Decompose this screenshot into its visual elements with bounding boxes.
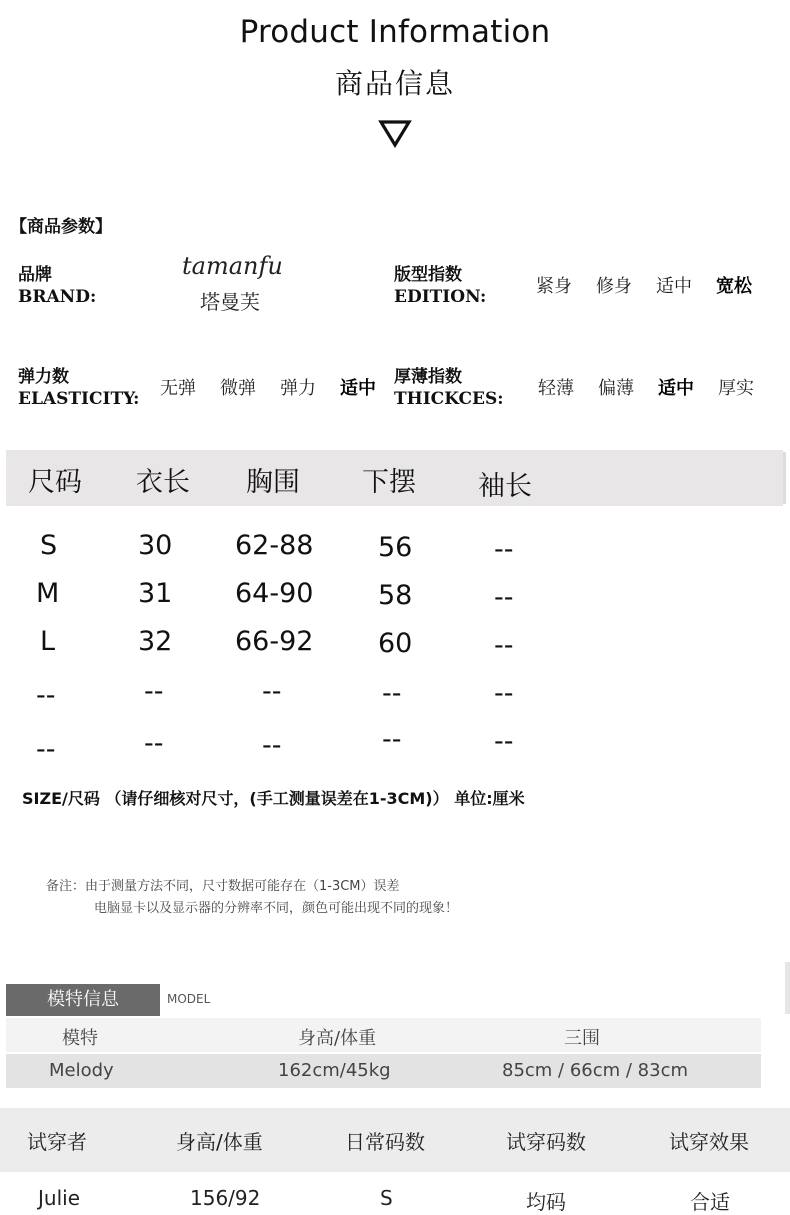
elasticity-option: 无弹 (160, 378, 196, 399)
table-cell: -- (144, 728, 164, 759)
tryon-tester: Julie (38, 1186, 80, 1210)
model-measurements: 85cm / 66cm / 83cm (502, 1060, 689, 1081)
header-size: 尺码 (28, 467, 82, 498)
elasticity-option-selected: 适中 (340, 378, 376, 399)
tryon-header-row (0, 1108, 790, 1172)
model-height-weight: 162cm/45kg (278, 1060, 391, 1081)
tryon-height-weight: 156/92 (190, 1186, 261, 1210)
model-header-measurements: 三围 (564, 1028, 600, 1049)
brand-label-en: BRAND: (18, 287, 97, 307)
model-header-model: 模特 (62, 1028, 98, 1049)
table-cell: -- (494, 582, 514, 613)
model-name: Melody (49, 1060, 114, 1081)
table-cell: 58 (378, 580, 413, 611)
table-cell: 62-88 (235, 530, 314, 561)
edition-option-selected: 宽松 (716, 276, 752, 297)
header-sleeve: 袖长 (478, 471, 532, 502)
model-header-row (6, 1018, 761, 1052)
table-cell: 66-92 (235, 626, 314, 657)
edition-option: 适中 (656, 276, 692, 297)
tryon-header-daily-size: 日常码数 (345, 1130, 425, 1154)
brand-label (18, 264, 96, 308)
table-cell: -- (382, 724, 402, 755)
table-cell: L (40, 626, 56, 657)
brand-logo-script: tamanfu (182, 252, 283, 280)
header-hem: 下摆 (362, 467, 416, 498)
table-cell: M (36, 578, 60, 609)
elasticity-label (18, 366, 139, 410)
thickness-option: 偏薄 (598, 378, 634, 399)
params-section-label: 【商品参数】 (10, 217, 112, 237)
table-cell: 32 (138, 626, 173, 657)
brand-label-cn: 品牌 (18, 265, 52, 285)
size-table-header (6, 450, 783, 506)
tryon-header-height: 身高/体重 (176, 1130, 263, 1154)
elasticity-option: 微弹 (220, 378, 256, 399)
table-cell: -- (494, 630, 514, 661)
table-cell: 60 (378, 628, 413, 659)
table-cell: -- (36, 680, 56, 711)
thickness-label-cn: 厚薄指数 (394, 367, 462, 387)
divider (783, 452, 786, 504)
down-triangle-icon (378, 118, 412, 148)
thickness-label (394, 366, 504, 410)
size-note: SIZE/尺码 （请仔细核对尺寸，(手工测量误差在1-3CM)） 单位:厘米 (22, 789, 525, 808)
tryon-header-try-size: 试穿码数 (506, 1130, 586, 1154)
edition-label (394, 264, 486, 308)
remark (46, 876, 458, 920)
thickness-option: 轻薄 (538, 378, 574, 399)
edition-label-cn: 版型指数 (394, 265, 462, 285)
page-title-cn: 商品信息 (334, 67, 455, 100)
divider (785, 962, 790, 1014)
tryon-effect: 合适 (690, 1190, 730, 1214)
thickness-option-selected: 适中 (658, 378, 694, 399)
model-info-tag: 模特信息 (6, 984, 160, 1016)
tryon-header-tester: 试穿者 (27, 1130, 87, 1154)
model-info-tag-en: MODEL (167, 992, 211, 1006)
table-cell: -- (494, 678, 514, 709)
table-cell: 64-90 (235, 578, 314, 609)
brand-name-cn: 塔曼芙 (200, 290, 260, 314)
remark-line-2: 电脑显卡以及显示器的分辨率不同，颜色可能出现不同的现象！ (94, 901, 459, 916)
table-cell: 30 (138, 530, 173, 561)
table-cell: -- (262, 676, 282, 707)
table-cell: -- (36, 734, 56, 765)
tryon-daily-size: S (380, 1186, 393, 1210)
tryon-try-size: 均码 (526, 1190, 566, 1214)
thickness-label-en: THICKCES: (394, 389, 504, 409)
table-cell: -- (144, 676, 164, 707)
header-chest: 胸围 (246, 467, 300, 498)
tryon-header-effect: 试穿效果 (669, 1130, 749, 1154)
model-header-height: 身高/体重 (298, 1028, 377, 1049)
table-cell: 31 (138, 578, 173, 609)
remark-line-1: 备注：由于测量方法不同，尺寸数据可能存在（1-3CM）误差 (46, 879, 400, 894)
page-title-en: Product Information (239, 14, 551, 50)
table-cell: 56 (378, 532, 413, 563)
edition-option: 紧身 (536, 276, 572, 297)
header-length: 衣长 (136, 467, 190, 498)
elasticity-option: 弹力 (280, 378, 316, 399)
table-cell: S (40, 530, 58, 561)
thickness-option: 厚实 (718, 378, 754, 399)
table-cell: -- (494, 726, 514, 757)
elasticity-label-en: ELASTICITY: (18, 389, 140, 409)
model-data-row (6, 1054, 761, 1088)
elasticity-label-cn: 弹力数 (18, 367, 69, 387)
table-cell: -- (262, 730, 282, 761)
edition-label-en: EDITION: (394, 287, 487, 307)
table-cell: -- (382, 678, 402, 709)
table-cell: -- (494, 534, 514, 565)
edition-option: 修身 (596, 276, 632, 297)
